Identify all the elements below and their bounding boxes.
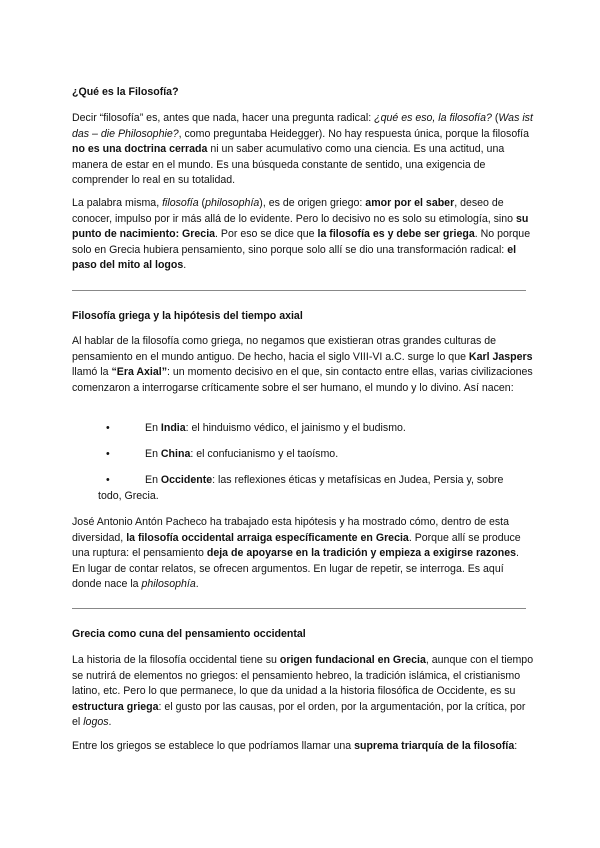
bold-text: “Era Axial” xyxy=(111,366,167,379)
italic-text: logos xyxy=(83,716,109,729)
text-run: , aunque con el tiempo se nutrirá de elementos no griegos: el pensamiento hebreo, la tradición islámica, el cristianismo latino, etc. Pero lo que permanece, lo que da unidad a la historia filosófica de Occidente, es su xyxy=(72,654,534,698)
text-run: : un momento decisivo en el que, sin contacto entre ellas, varias civilizaciones comenzaron a interrogarse críticamente sobre el ser humano, el mundo y lo divino. Así nacen: xyxy=(72,366,533,394)
text-run: Entre los griegos se establece lo que podríamos llamar una xyxy=(72,740,355,752)
list-item-text: En India: el hinduismo védico, el jainismo y el budismo. xyxy=(145,422,406,434)
section-divider xyxy=(72,290,526,291)
bold-text: Karl Jaspers xyxy=(468,350,533,363)
region-name: India xyxy=(160,422,186,434)
italic-text: filosofía xyxy=(162,197,199,209)
italic-text: philosophía xyxy=(205,197,260,209)
bold-text: suprema triarquía de la filosofía xyxy=(354,740,515,752)
paragraph-triarquia xyxy=(72,739,534,755)
bold-text: amor por el saber xyxy=(365,197,455,209)
text-run: : xyxy=(514,740,518,752)
text-run: ( xyxy=(198,197,206,209)
region-name: China xyxy=(160,448,191,460)
text-run: Decir “filosofía” es, antes que nada, hacer una pregunta radical: xyxy=(72,112,375,124)
paragraph-origen-griego xyxy=(72,653,534,731)
text-run: llamó la xyxy=(72,366,112,379)
bold-text: la filosofía occidental arraiga específicamente en Grecia xyxy=(126,531,409,544)
list-item-text: En China: el confucianismo y el taoísmo. xyxy=(145,448,339,460)
bullet-marker: • xyxy=(106,448,110,460)
paragraph-era-axial xyxy=(72,334,534,396)
text-run: . En lugar de contar relatos, se ofrecen argumentos. En lugar de repetir, se interroga. Es aquí donde nace la xyxy=(72,547,519,591)
text-run: ), es de origen griego: xyxy=(259,197,366,209)
text-run: . Por eso se dice que xyxy=(215,228,318,241)
section-heading-grecia-cuna: Grecia como cuna del pensamiento occidental xyxy=(72,628,306,640)
bold-text: origen fundacional en Grecia xyxy=(279,654,426,666)
bold-text: el paso del mito al logos xyxy=(72,243,517,272)
bold-text: estructura griega xyxy=(72,700,159,713)
bullet-marker: • xyxy=(106,422,110,434)
section-heading-tiempo-axial: Filosofía griega y la hipótesis del tiempo axial xyxy=(72,310,303,322)
bold-text: deja de apoyarse en la tradición y empieza a exigirse razones xyxy=(206,547,516,560)
list-item-text: En Occidente: las reflexiones éticas y metafísicas en Judea, Persia y, sobre xyxy=(145,474,504,486)
text-run: ni un saber acumulativo como una ciencia. Es una actitud, una manera de estar en el mundo. Es una búsqueda constante de sentido, una exigencia de comprender lo real en su totalidad. xyxy=(72,143,505,187)
italic-text: Was ist das – die Philosophie? xyxy=(72,112,533,140)
italic-text: philosophía xyxy=(141,578,196,591)
text-run: , como preguntaba Heidegger). No hay respuesta única, porque la filosofía xyxy=(178,127,530,140)
bold-text: no es una doctrina cerrada xyxy=(72,143,208,156)
paragraph-definicion-filosofia xyxy=(72,111,534,189)
text-run: . xyxy=(195,578,199,591)
text-run: . xyxy=(183,259,187,272)
bold-text: la filosofía es y debe ser griega xyxy=(317,228,475,241)
list-item-text: todo, Grecia. xyxy=(98,490,159,502)
section-divider xyxy=(72,608,526,609)
bold-text: su punto de nacimiento: Grecia xyxy=(72,212,529,241)
text-run: . No porque solo en Grecia hubiera pensamiento, sino porque solo allí se dio una transformación radical: xyxy=(72,228,531,256)
bullet-marker: • xyxy=(106,474,110,486)
paragraph-etimologia xyxy=(72,196,534,274)
text-run: La historia de la filosofía occidental tiene su xyxy=(72,654,280,666)
text-run: José Antonio Antón Pacheco ha trabajado esta hipótesis y ha mostrado cómo, dentro de esta diversidad, xyxy=(72,516,509,544)
section-heading-que-es-filosofia: ¿Qué es la Filosofía? xyxy=(72,86,179,98)
italic-text: ¿qué es eso, la filosofía? xyxy=(374,112,492,124)
text-run: ( xyxy=(491,112,499,124)
paragraph-anton-pacheco xyxy=(72,515,534,593)
text-run: . Porque allí se produce una ruptura: el pensamiento xyxy=(72,531,521,560)
text-run: La palabra misma, xyxy=(72,197,163,209)
text-run: : el gusto por las causas, por el orden, por la argumentación, por la crítica, por el xyxy=(72,700,526,729)
text-run: . xyxy=(108,716,112,729)
text-run: , deseo de conocer, impulso por ir más allá de lo evidente. Pero lo decisivo no es solo su etimología, sino xyxy=(72,197,516,225)
text-run: Al hablar de la filosofía como griega, no negamos que existieran otras grandes culturas de pensamiento en el mundo antiguo. De hecho, hacia el siglo VIII-VI a.C. surge lo que xyxy=(72,335,496,363)
region-name: Occidente xyxy=(160,474,213,486)
